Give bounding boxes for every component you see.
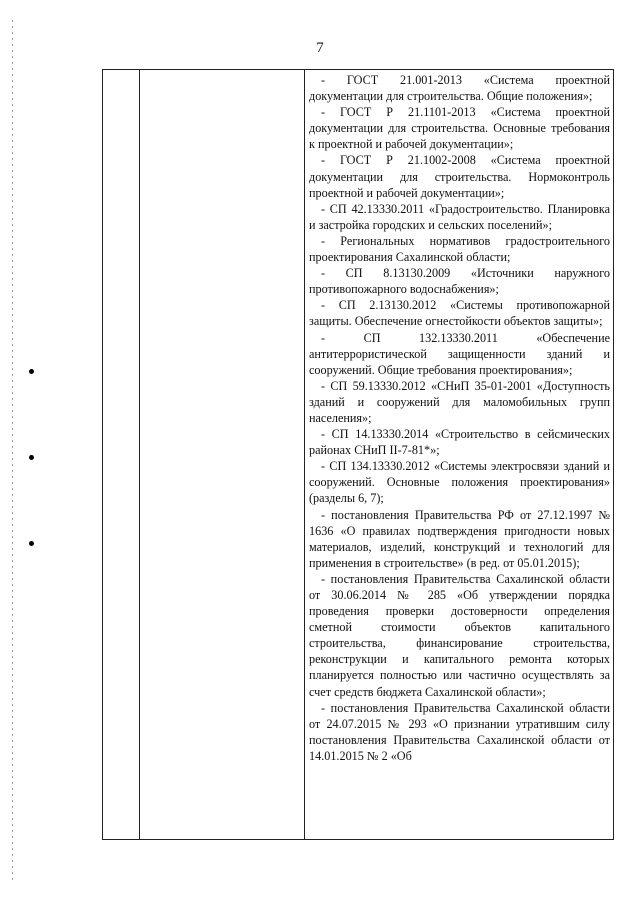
list-item: - ГОСТ Р 21.1002-2008 «Система проектной документации для строительства. Нормоконтроль проектной и рабочей документации»;: [309, 153, 610, 200]
list-item: - Региональных нормативов градостроительного проектирования Сахалинской области;: [309, 233, 610, 265]
binder-hole-mark: [29, 541, 34, 546]
list-item: - СП 8.13130.2009 «Источники наружного противопожарного водоснабжения»;: [309, 266, 610, 297]
list-item: - постановления Правительства Сахалинской области от 30.06.2014 № 285 «Об утверждении порядка проведения проверки достоверности определения сметной стоимости объектов капитального строительства, финансирование строительства, реконструкции и капитального ремонта которых планируется полностью или частично осуществлять за счет средств бюджета Сахалинской области»;: [309, 571, 610, 699]
list-item: - постановления Правительства Сахалинской области от 24.07.2015 № 293 «О признании утратившим силу постановления Правительства Сахалинской области от 14.01.2015 № 2 «Об: [309, 700, 610, 763]
list-item: - СП 134.13330.2012 «Системы электросвязи зданий и сооружений. Основные положения проектирования» (разделы 6, 7);: [309, 459, 610, 506]
list-item: - ГОСТ 21.001-2013 «Система проектной документации для строительства. Общие положения»;: [309, 73, 610, 104]
column-divider: [304, 70, 305, 839]
binder-hole-mark: [29, 455, 34, 460]
binder-hole-mark: [29, 369, 34, 374]
list-item: - постановления Правительства РФ от 27.12.1997 № 1636 «О правилах подтверждения пригодности новых материалов, изделий, конструкций и технологий для применения в строительстве» (в ред. от 05.01.2015);: [309, 507, 610, 570]
list-item: - ГОСТ Р 21.1101-2013 «Система проектной документации для строительства. Основные требования к проектной и рабочей документации»;: [309, 105, 610, 152]
column-divider: [139, 70, 140, 839]
scan-margin-line: [12, 20, 13, 880]
page-number: 7: [316, 40, 324, 56]
list-item: - СП 14.13330.2014 «Строительство в сейсмических районах СНиП II-7-81*»;: [309, 427, 610, 458]
list-item: - СП 2.13130.2012 «Системы противопожарной защиты. Обеспечение огнестойкости объектов защиты»;: [309, 298, 610, 329]
list-item: - СП 59.13330.2012 «СНиП 35-01-2001 «Доступность зданий и сооружений для маломобильных групп населения»;: [309, 378, 610, 425]
list-item: - СП 132.13330.2011 «Обеспечение антитеррористической защищенности зданий и сооружений. Общие требования проектирования»;: [309, 330, 610, 377]
document-table: [102, 69, 614, 840]
requirements-cell: [309, 72, 610, 764]
list-item: - СП 42.13330.2011 «Градостроительство. Планировка и застройка городских и сельских поселений»;: [309, 201, 610, 232]
scan-margin: [0, 0, 40, 905]
